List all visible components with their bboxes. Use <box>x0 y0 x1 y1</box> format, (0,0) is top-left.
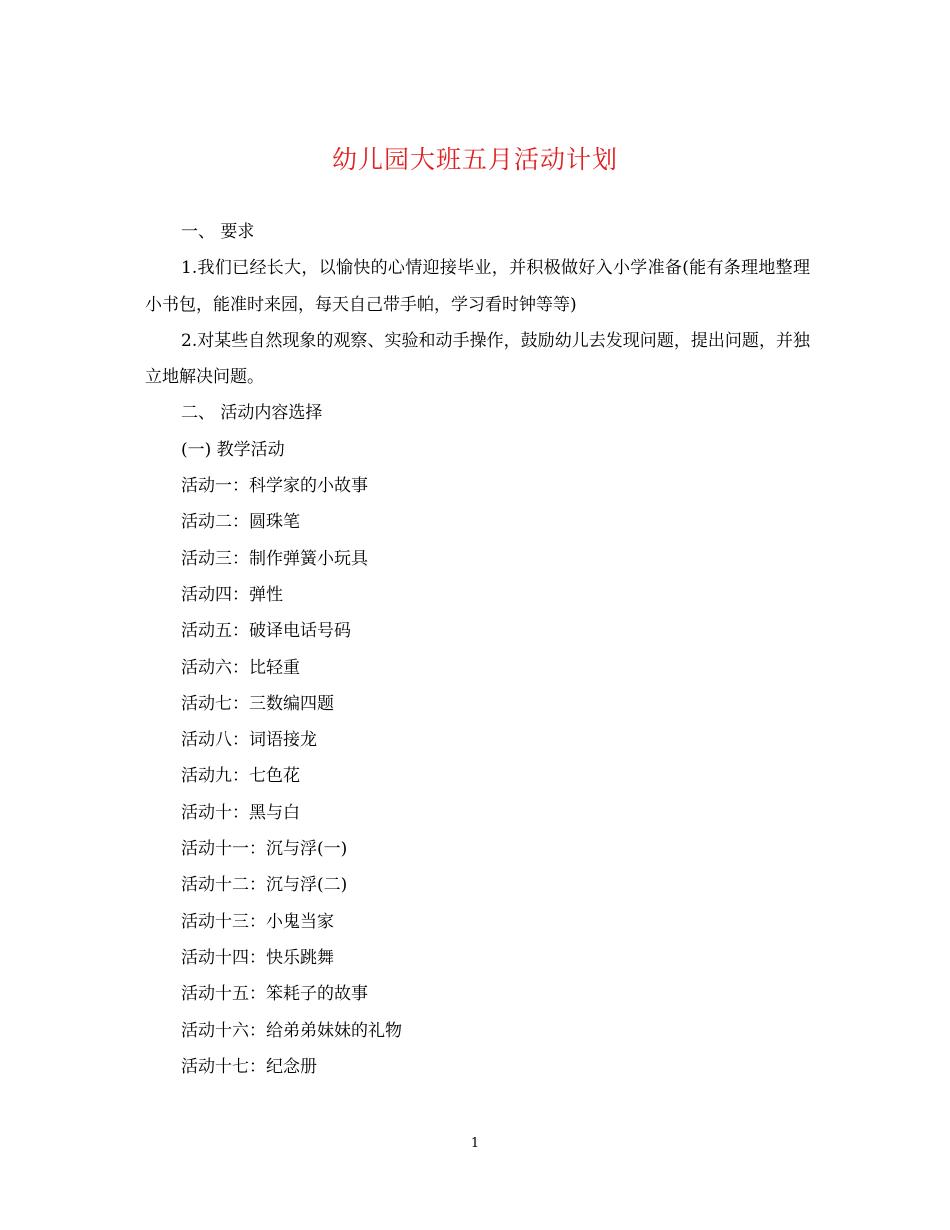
activity-item: 活动十二：沉与浮(二) <box>181 875 348 896</box>
section-heading-activities: 二、 活动内容选择 <box>181 403 323 424</box>
page-number: 1 <box>470 1136 480 1151</box>
activity-item: 活动三：制作弹簧小玩具 <box>181 548 368 569</box>
activity-item: 活动四：弹性 <box>181 584 283 605</box>
requirement-1: 1.我们已经长大，以愉快的心情迎接毕业，并积极做好入小学准备(能有条理地整理小书包，能准时来园，每天自己带手帕，学习看时钟等等) <box>145 258 810 315</box>
activity-list <box>145 468 810 1085</box>
subsection-heading-teaching: (一) 教学活动 <box>181 439 285 460</box>
activity-item: 活动二：圆珠笔 <box>181 512 300 533</box>
activity-item: 活动五：破译电话号码 <box>181 621 351 642</box>
activity-item: 活动十四：快乐跳舞 <box>181 947 334 968</box>
requirement-2: 2.对某些自然现象的观察、实验和动手操作，鼓励幼儿去发现问题，提出问题，并独立地解决问题。 <box>145 330 810 388</box>
activity-item: 活动十六：给弟弟妹妹的礼物 <box>181 1020 402 1041</box>
activity-item: 活动十一：沉与浮(一) <box>181 839 348 860</box>
activity-item: 活动十七：纪念册 <box>181 1056 317 1077</box>
section-heading-requirements: 一、 要求 <box>181 222 255 242</box>
activity-item: 活动一：科学家的小故事 <box>181 476 368 497</box>
document-body <box>145 214 810 1085</box>
activity-item: 活动六：比轻重 <box>181 657 300 678</box>
activity-item: 活动十三：小鬼当家 <box>181 911 334 932</box>
activity-item: 活动十五：笨耗子的故事 <box>181 984 368 1005</box>
activity-item: 活动八：词语接龙 <box>181 730 317 751</box>
activity-item: 活动七：三数编四题 <box>181 693 334 714</box>
activity-item: 活动九：七色花 <box>181 766 300 787</box>
activity-item: 活动十：黑与白 <box>181 802 300 823</box>
document-title: 幼儿园大班五月活动计划 <box>331 145 618 174</box>
